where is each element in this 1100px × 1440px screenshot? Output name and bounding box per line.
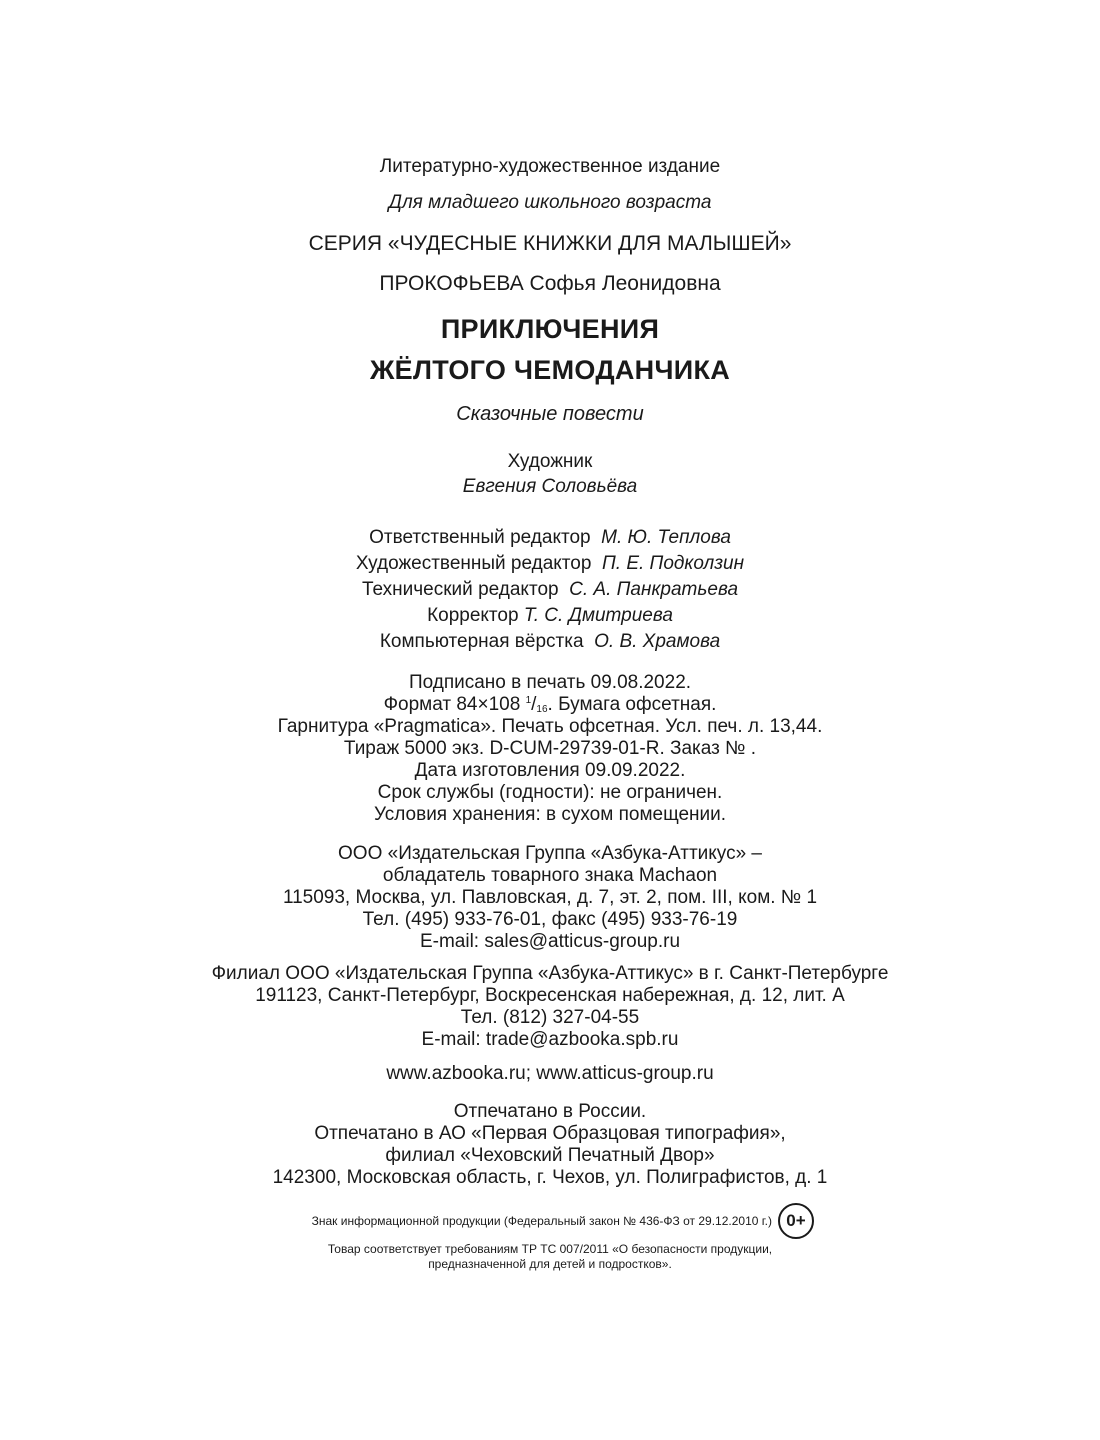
format-suffix: . Бумага офсетная. <box>547 694 717 715</box>
book-title-line-2: ЖЁЛТОГО ЧЕМОДАНЧИКА <box>369 355 731 385</box>
format-line: Формат 84×108 $^1/_{16}$. Бумага офсетная. <box>383 694 717 715</box>
publisher-email: E-mail: sales@atticus-group.ru <box>419 931 681 952</box>
credit-line <box>0 527 1100 549</box>
typeface-line: Гарнитура «Pragmatica». Печать офсетная. Усл. печ. л. 13,44. <box>277 716 823 737</box>
credit-role: Художественный редактор <box>355 553 592 574</box>
compliance-line: Товар соответствует требованиям ТР ТС 007/2011 «О безопасности продукции, <box>327 1242 773 1256</box>
credit-role: Ответственный редактор <box>369 527 591 548</box>
illustrator-label: Художник <box>507 451 593 472</box>
publisher-address: 115093, Москва, ул. Павловская, д. 7, эт. 2, пом. III, ком. № 1 <box>282 887 818 908</box>
publisher-line: обладатель товарного знака Machaon <box>382 865 718 886</box>
printer-line: Отпечатано в России. <box>453 1101 647 1122</box>
age-rating-badge: 0+ <box>778 1203 814 1239</box>
storage-conditions: Условия хранения: в сухом помещении. <box>373 804 727 825</box>
publisher-phone: Тел. (495) 933-76-01, факс (495) 933-76-19 <box>362 909 738 930</box>
format-prefix: Формат 84×108 <box>383 694 526 715</box>
credit-line <box>0 579 1100 601</box>
edition-type: Литературно-художественное издание <box>379 156 721 177</box>
credit-person: М. Ю. Теплова <box>601 527 731 548</box>
credit-line <box>0 631 1100 653</box>
format-numerator: 1 <box>525 695 532 706</box>
credit-role: Корректор <box>427 605 519 626</box>
book-subtitle: Сказочные повести <box>456 403 644 425</box>
manufacture-date: Дата изготовления 09.09.2022. <box>414 760 686 781</box>
circulation-line: Тираж 5000 экз. D-CUM-29739-01-R. Заказ № . <box>343 738 757 759</box>
compliance-line: предназначенной для детей и подростков». <box>428 1257 672 1271</box>
book-title-line-1: ПРИКЛЮЧЕНИЯ <box>440 314 660 344</box>
branch-email: E-mail: trade@azbooka.spb.ru <box>421 1029 679 1050</box>
credit-role: Компьютерная вёрстка <box>379 631 584 652</box>
printer-line: филиал «Чеховский Печатный Двор» <box>385 1145 715 1166</box>
branch-line: Филиал ООО «Издательская Группа «Азбука-Аттикус» в г. Санкт-Петербурге <box>211 963 889 984</box>
credit-line <box>0 553 1100 575</box>
branch-phone: Тел. (812) 327-04-55 <box>460 1007 640 1028</box>
credit-person: О. В. Храмова <box>594 631 721 652</box>
format-denominator: 16 <box>536 704 548 715</box>
info-sign-text: Знак информационной продукции (Федеральный закон № 436-ФЗ от 29.12.2010 г.) <box>311 1214 772 1228</box>
credit-person: Т. С. Дмитриева <box>523 605 673 626</box>
branch-address: 191123, Санкт-Петербург, Воскресенская набережная, д. 12, лит. А <box>255 985 845 1006</box>
publisher-line: ООО «Издательская Группа «Азбука-Аттикус» – <box>338 843 762 864</box>
service-life: Срок службы (годности): не ограничен. <box>377 782 723 803</box>
websites: www.azbooka.ru; www.atticus-group.ru <box>386 1063 714 1084</box>
illustrator-name: Евгения Соловьёва <box>462 476 638 497</box>
series-name: СЕРИЯ «ЧУДЕСНЫЕ КНИЖКИ ДЛЯ МАЛЫШЕЙ» <box>308 232 792 255</box>
credit-line <box>0 605 1100 627</box>
printer-address: 142300, Московская область, г. Чехов, ул. Полиграфистов, д. 1 <box>272 1167 828 1188</box>
credit-person: С. А. Панкратьева <box>569 579 739 600</box>
credit-role: Технический редактор <box>361 579 559 600</box>
signed-date: Подписано в печать 09.08.2022. <box>408 672 692 693</box>
printer-line: Отпечатано в АО «Первая Образцовая типография», <box>314 1123 786 1144</box>
age-group: Для младшего школьного возраста <box>388 192 712 213</box>
credit-person: П. Е. Подколзин <box>602 553 745 574</box>
author-name: ПРОКОФЬЕВА Софья Леонидовна <box>379 272 721 295</box>
